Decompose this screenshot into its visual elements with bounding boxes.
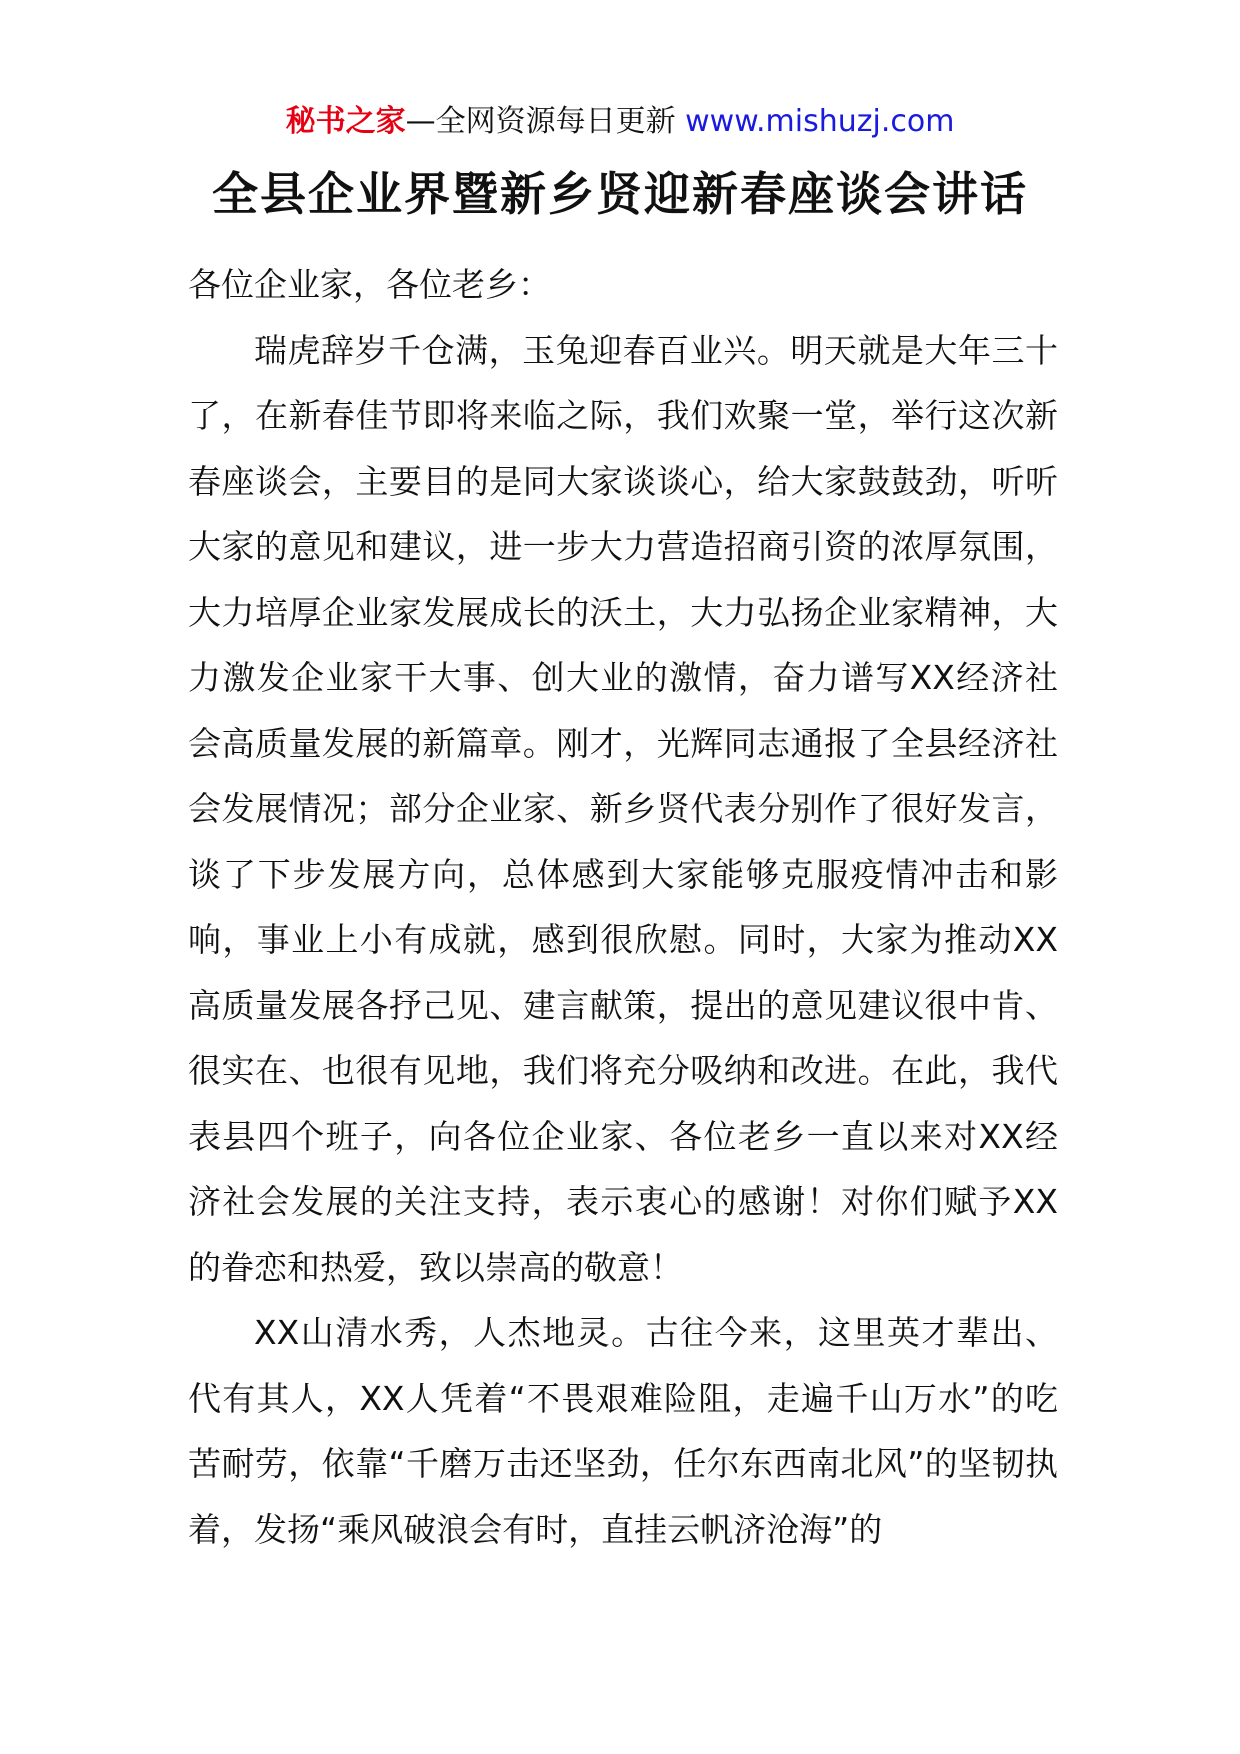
brand-name: 秘书之家 [285,104,406,139]
body-paragraph: XX山清水秀，人杰地灵。古往今来，这里英才辈出、代有其人，XX人凭着“不畏艰难险阻，走遍千山万水”的吃苦耐劳，依靠“千磨万击还坚劲，任尔东西南北风”的坚韧执着，发扬“乘风破浪会有时，直挂云帆济沧海”的 [188,1313,1058,1549]
document-body [188,252,1058,1562]
site-url-link[interactable]: www.mishuzj.com [685,104,955,139]
banner-tagline: —全网资源每日更新 [405,104,686,139]
body-paragraph: 瑞虎辞岁千仓满，玉兔迎春百业兴。明天就是大年三十了，在新春佳节即将来临之际，我们欢聚一堂，举行这次新春座谈会，主要目的是同大家谈谈心，给大家鼓鼓劲，听听大家的意见和建议，进一步大力营造招商引资的浓厚氛围，大力培厚企业家发展成长的沃土，大力弘扬企业家精神，大力激发企业家干大事、创大业的激情，奋力谱写XX经济社会高质量发展的新篇章。刚才，光辉同志通报了全县经济社会发展情况；部分企业家、新乡贤代表分别作了很好发言，谈了下步发展方向，总体感到大家能够克服疫情冲击和影响，事业上小有成就，感到很欣慰。同时，大家为推动XX高质量发展各抒己见、建言献策，提出的意见建议很中肯、很实在、也很有见地，我们将充分吸纳和改进。在此，我代表县四个班子，向各位企业家、各位老乡一直以来对XX经济社会发展的关注支持，表示衷心的感谢！对你们赋予XX的眷恋和热爱，致以崇高的敬意！ [188,330,1058,1287]
site-banner [0,100,1240,144]
document-title: 全县企业界暨新乡贤迎新春座谈会讲话 [212,167,1028,221]
salutation: 各位企业家，各位老乡： [188,265,551,304]
